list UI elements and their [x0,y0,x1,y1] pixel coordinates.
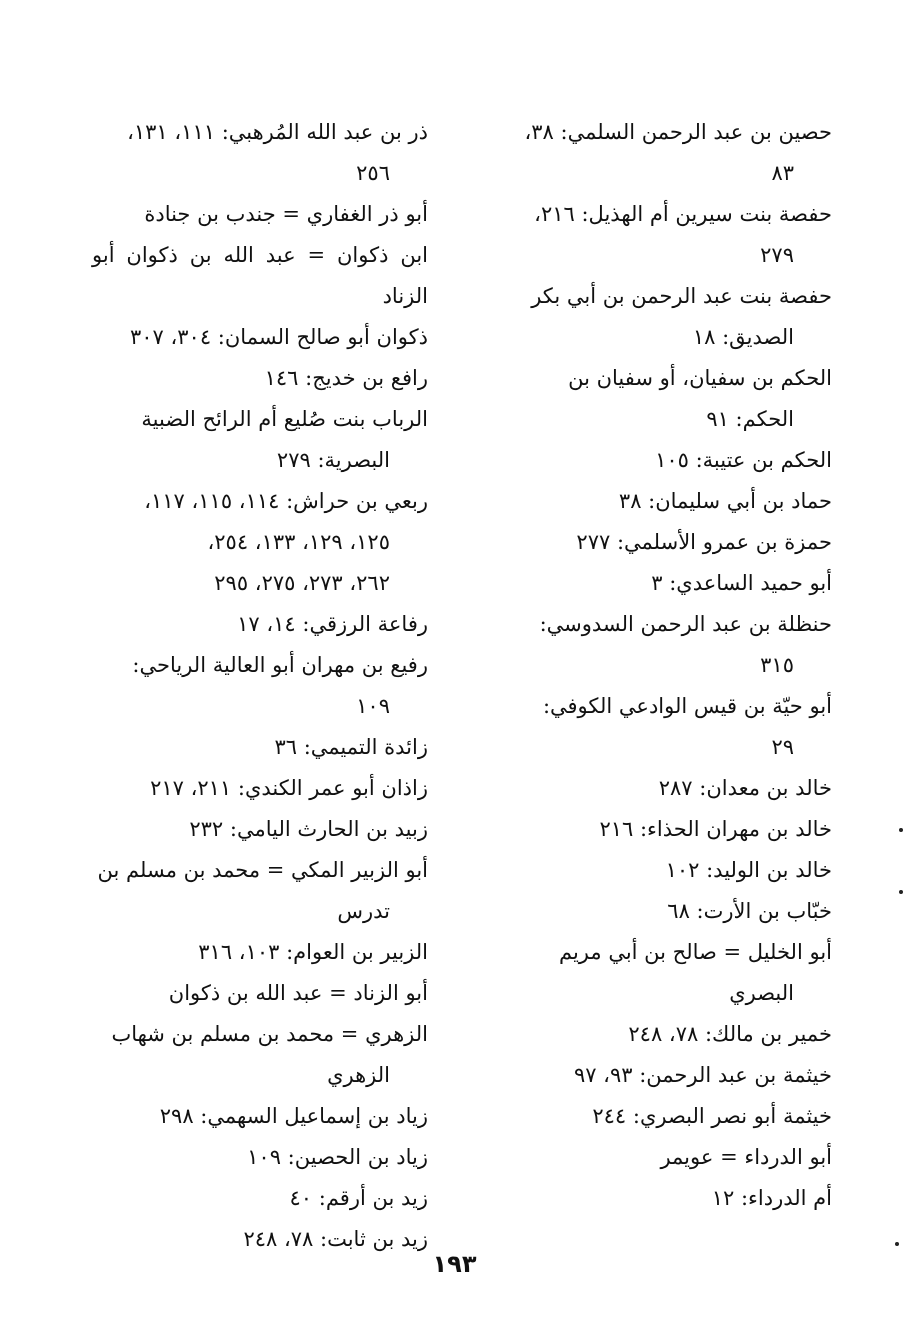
index-entry [496,932,832,1014]
index-entry-line: زبيد بن الحارث اليامي: ٢٣٢ [189,817,428,841]
index-entry-line: أم الدرداء: ١٢ [711,1186,832,1210]
index-entry [496,1014,832,1055]
index-entry [92,1096,428,1137]
index-entry-line: خالد بن معدان: ٢٨٧ [658,776,832,800]
index-entry [92,604,428,645]
index-entry [92,645,428,727]
index-entry-line: ربعي بن حراش: ١١٤، ١١٥، ١١٧، [144,489,428,513]
index-entry-continuation: الزهري [327,1063,390,1087]
index-entry [92,973,428,1014]
index-entry-line: حنظلة بن عبد الرحمن السدوسي: [539,612,832,636]
index-entry [92,1014,428,1096]
index-entry [496,850,832,891]
scan-speck [895,1242,899,1246]
index-entry-continuation: ٢٥٦ [356,161,390,185]
scan-speck [899,828,903,832]
index-entry [496,891,832,932]
index-entry [92,481,428,604]
index-entry-line: رفيع بن مهران أبو العالية الرياحي: [132,653,428,677]
index-entry-line: أبو حميد الساعدي: ٣ [651,571,832,595]
index-entry-continuation: البصري [729,981,794,1005]
index-entry [496,276,832,358]
index-entry-line: الحكم بن سفيان، أو سفيان بن [568,366,832,390]
index-entry-line: أبو الدرداء = عويمر [660,1145,832,1169]
index-entry [496,481,832,522]
index-entry-line: حفصة بنت عبد الرحمن بن أبي بكر [531,284,832,308]
index-entry-line: خالد بن الوليد: ١٠٢ [665,858,832,882]
index-entry [92,727,428,768]
index-entry-line: خمير بن مالك: ٧٨، ٢٤٨ [628,1022,832,1046]
index-entry [496,809,832,850]
index-entry [92,399,428,481]
index-entry-line: خيثمة بن عبد الرحمن: ٩٣، ٩٧ [573,1063,832,1087]
index-entry-line: رافع بن خديج: ١٤٦ [264,366,428,390]
index-entry [496,1178,832,1219]
index-entry [496,563,832,604]
index-entry-line: رفاعة الرزقي: ١٤، ١٧ [237,612,428,636]
index-columns [92,112,832,1260]
index-entry-line: الرباب بنت صُليع أم الرائح الضبية [141,407,428,431]
index-entry-line: الزبير بن العوام: ١٠٣، ٣١٦ [198,940,428,964]
index-entry [496,522,832,563]
index-entry [496,194,832,276]
index-entry [92,1137,428,1178]
index-entry-line: الزهري = محمد بن مسلم بن شهاب [111,1022,428,1046]
index-entry [496,1096,832,1137]
index-entry-line: زيد بن أرقم: ٤٠ [289,1186,428,1210]
index-entry-continuation: البصرية: ٢٧٩ [276,448,390,472]
scan-speck [899,890,903,894]
index-entry-continuation: ٨٣ [771,161,794,185]
index-entry-line: أبو الخليل = صالح بن أبي مريم [558,940,832,964]
index-entry-continuation: تدرس [337,899,390,923]
index-entry-line: أبو الزناد = عبد الله بن ذكوان [168,981,428,1005]
index-entry-line: ابن ذكوان = عبد الله بن ذكوان أبو الزناد [92,243,428,308]
index-entry-line: حمزة بن عمرو الأسلمي: ٢٧٧ [576,530,832,554]
index-entry-line: أبو الزبير المكي = محمد بن مسلم بن [97,858,428,882]
index-entry-line: أبو ذر الغفاري = جندب بن جنادة [144,202,428,226]
index-entry-continuation: الصديق: ١٨ [692,325,794,349]
index-entry [92,809,428,850]
index-column-left [92,112,428,1260]
index-entry-line: خيثمة أبو نصر البصري: ٢٤٤ [592,1104,832,1128]
index-entry [92,112,428,194]
index-entry [496,1137,832,1178]
index-entry-line: حفصة بنت سيرين أم الهذيل: ٢١٦، [534,202,832,226]
index-entry-continuation: ١٢٥، ١٢٩، ١٣٣، ٢٥٤، [207,530,390,554]
index-column-right [496,112,832,1260]
index-entry [496,604,832,686]
index-entry-line: زياد بن إسماعيل السهمي: ٢٩٨ [159,1104,428,1128]
index-entry [92,768,428,809]
index-entry-line: زياد بن الحصين: ١٠٩ [247,1145,428,1169]
index-entry-line: ذر بن عبد الله المُرهبي: ١١١، ١٣١، [127,120,428,144]
index-entry [92,235,428,317]
index-entry-line: زاذان أبو عمر الكندي: ٢١١، ٢١٧ [150,776,428,800]
index-entry [496,1055,832,1096]
index-entry [496,358,832,440]
index-entry-continuation: ٢٩ [771,735,794,759]
index-entry [92,932,428,973]
index-entry-line: خالد بن مهران الحذاء: ٢١٦ [599,817,832,841]
index-entry [92,317,428,358]
index-entry [496,686,832,768]
index-entry-line: حماد بن أبي سليمان: ٣٨ [618,489,832,513]
index-entry-continuation: الحكم: ٩١ [706,407,794,431]
index-entry [92,1178,428,1219]
index-entry-continuation: ١٠٩ [356,694,390,718]
index-entry-line: أبو حيّة بن قيس الوادعي الكوفي: [542,694,832,718]
page-number: ١٩٣ [432,1250,477,1278]
index-entry [496,768,832,809]
index-entry [92,194,428,235]
index-entry [496,112,832,194]
index-entry-line: الحكم بن عتيبة: ١٠٥ [655,448,832,472]
index-entry [92,358,428,399]
index-entry-continuation: ٣١٥ [760,653,794,677]
index-entry [496,440,832,481]
index-entry-line: حصين بن عبد الرحمن السلمي: ٣٨، [524,120,832,144]
index-entry-continuation: ٢٧٩ [760,243,794,267]
index-entry-continuation: ٢٦٢، ٢٧٣، ٢٧٥، ٢٩٥ [214,571,390,595]
index-entry-line: زائدة التميمي: ٣٦ [274,735,428,759]
index-entry-line: زيد بن ثابت: ٧٨، ٢٤٨ [243,1227,428,1251]
index-entry [92,850,428,932]
index-entry-line: خبّاب بن الأرت: ٦٨ [667,899,832,923]
index-entry-line: ذكوان أبو صالح السمان: ٣٠٤، ٣٠٧ [129,325,428,349]
